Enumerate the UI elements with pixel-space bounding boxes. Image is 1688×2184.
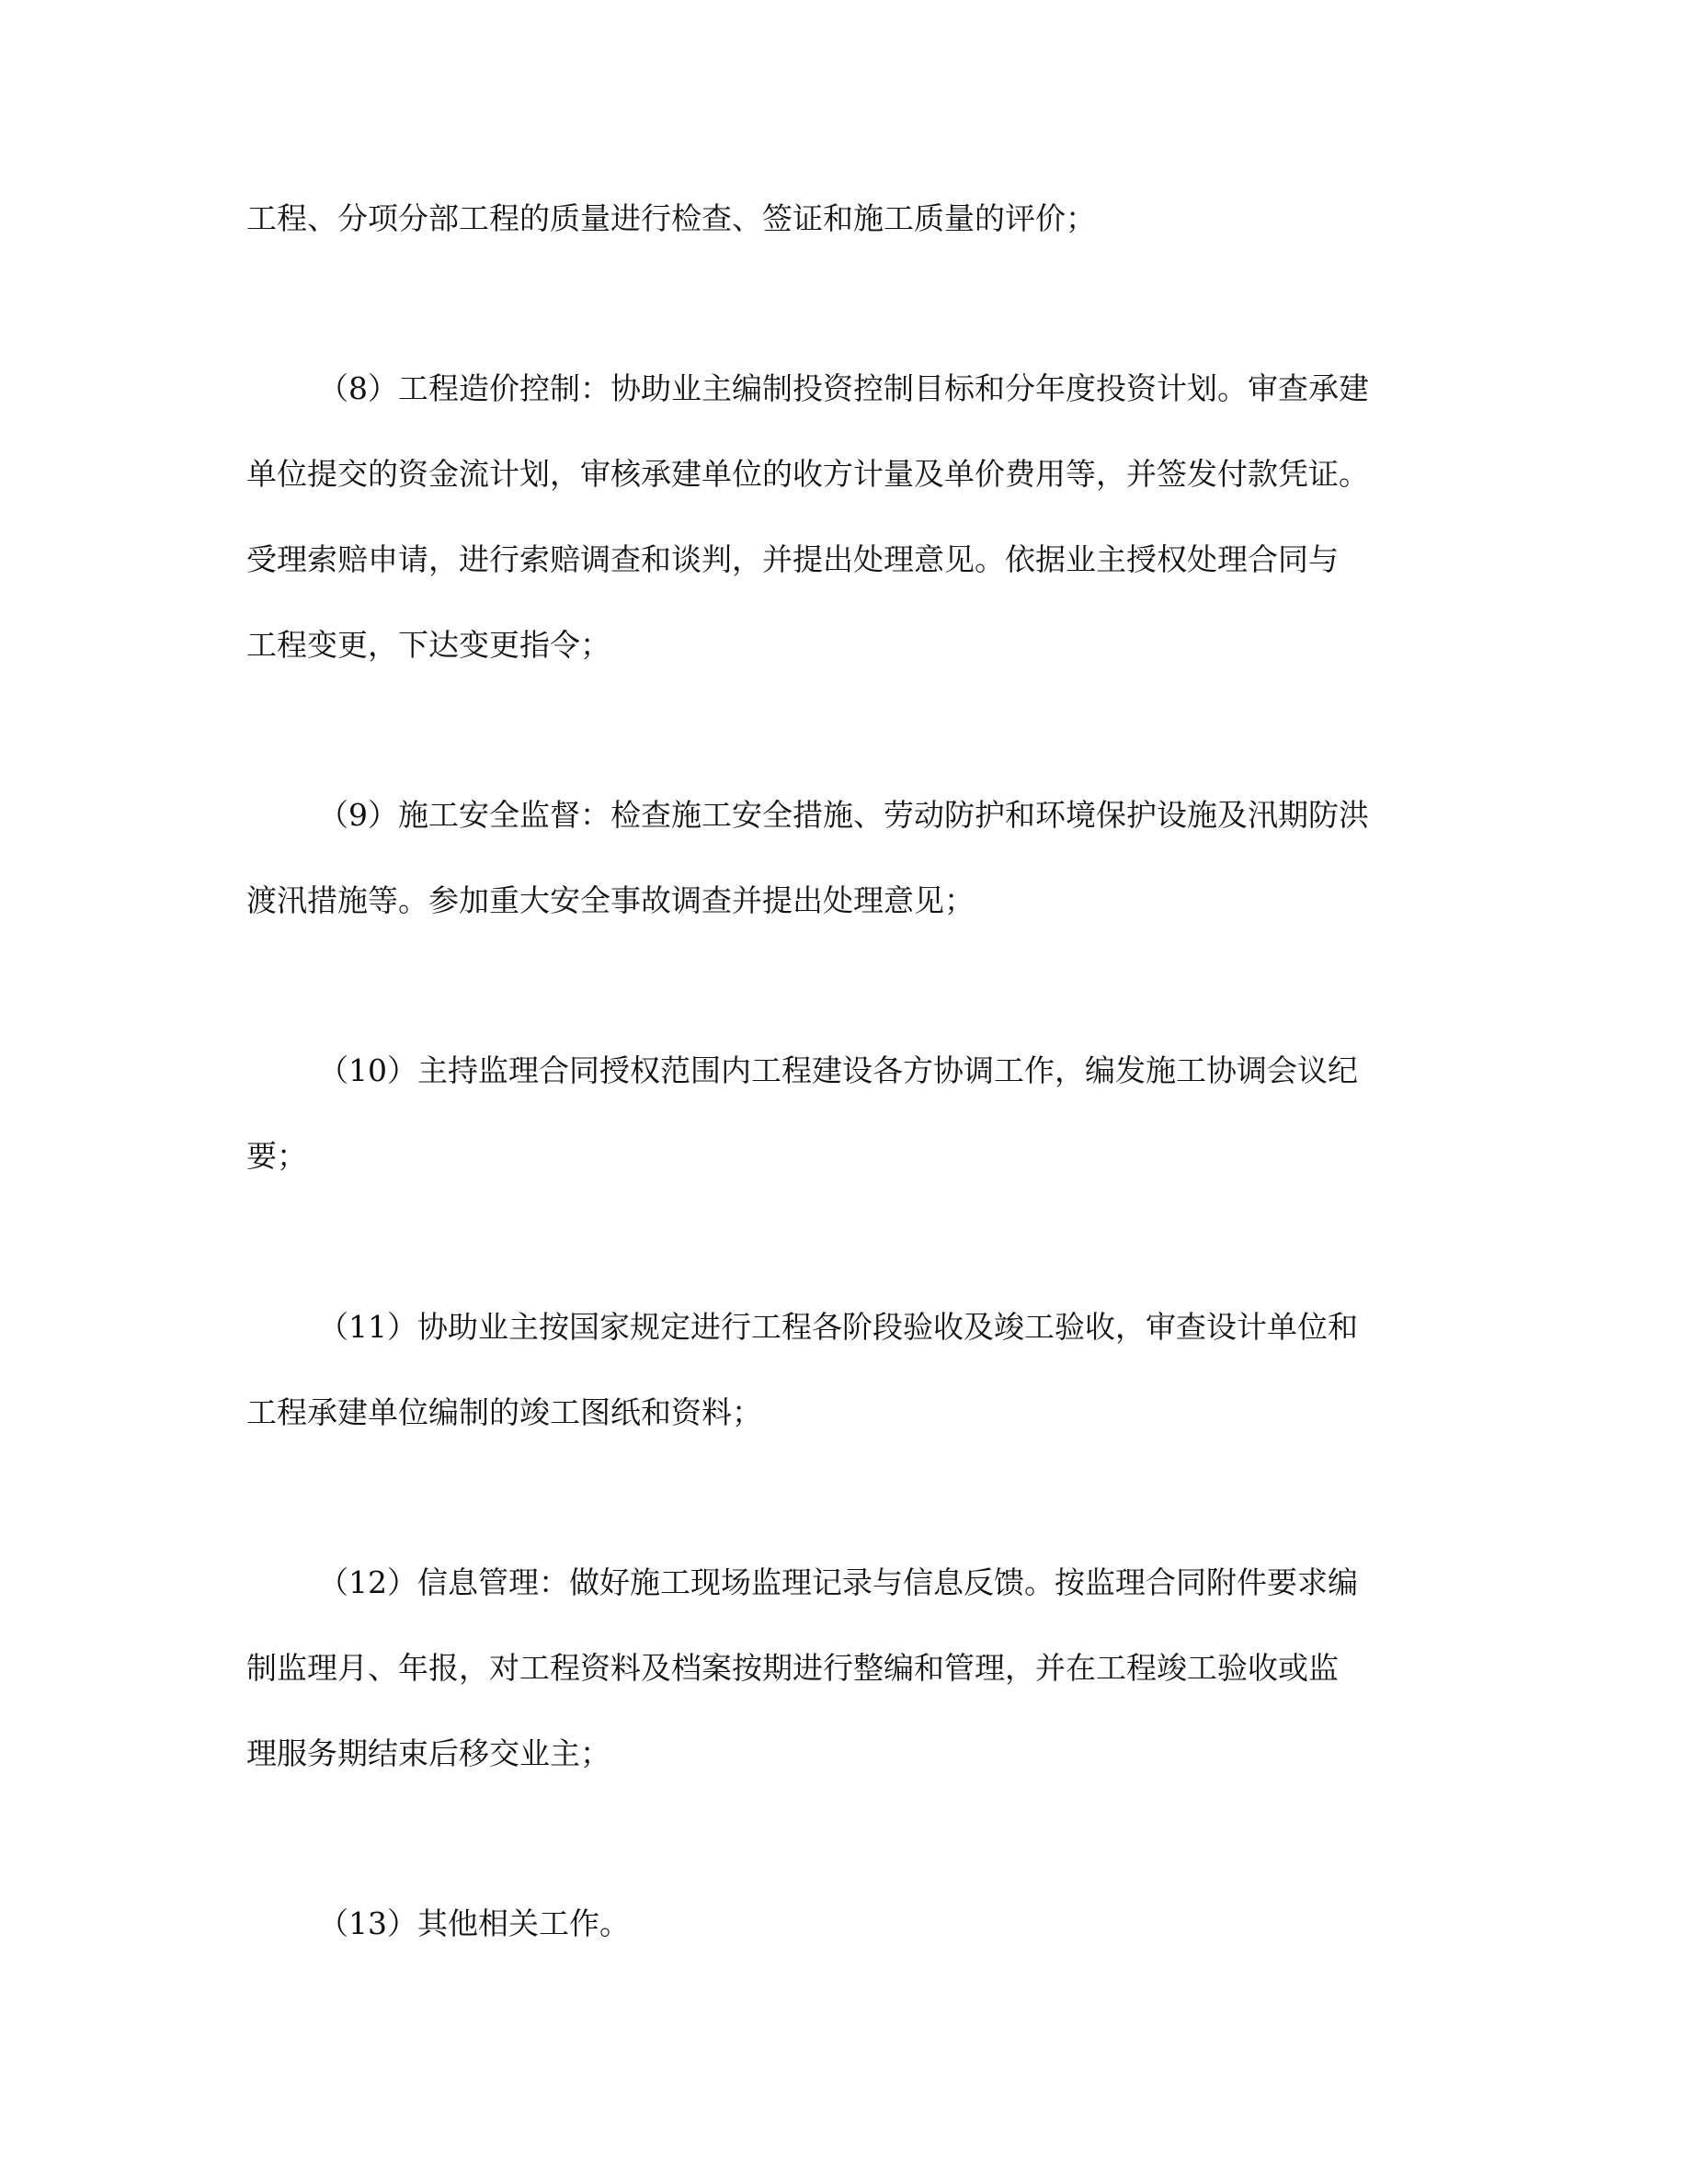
paragraph-8-line-4: 工程变更，下达变更指令； <box>246 627 610 663</box>
paragraph-13-line-1: （13）其他相关工作。 <box>318 1905 630 1941</box>
paragraph-10-line-2: 要； <box>246 1138 307 1174</box>
paragraph-9-line-2: 渡汛措施等。参加重大安全事故调查并提出处理意见； <box>246 882 975 918</box>
paragraph-7-line-continuation: 工程、分项分部工程的质量进行检查、签证和施工质量的评价； <box>246 200 1096 236</box>
paragraph-8-line-1: （8）工程造价控制：协助业主编制投资控制目标和分年度投资计划。审查承建 <box>318 370 1369 406</box>
paragraph-10-line-1: （10）主持监理合同授权范围内工程建设各方协调工作，编发施工协调会议纪 <box>318 1052 1358 1088</box>
paragraph-8-line-3: 受理索赔申请，进行索赔调查和谈判，并提出处理意见。依据业主授权处理合同与 <box>246 541 1339 577</box>
paragraph-12-line-1: （12）信息管理：做好施工现场监理记录与信息反馈。按监理合同附件要求编 <box>318 1564 1358 1600</box>
paragraph-11-line-2: 工程承建单位编制的竣工图纸和资料； <box>246 1394 762 1430</box>
paragraph-11-line-1: （11）协助业主按国家规定进行工程各阶段验收及竣工验收，审查设计单位和 <box>318 1309 1358 1345</box>
paragraph-9-line-1: （9）施工安全监督：检查施工安全措施、劳动防护和环境保护设施及汛期防洪 <box>318 797 1369 833</box>
paragraph-8-line-2: 单位提交的资金流计划，审核承建单位的收方计量及单价费用等，并签发付款凭证。 <box>246 456 1369 492</box>
paragraph-12-line-2: 制监理月、年报，对工程资料及档案按期进行整编和管理，并在工程竣工验收或监 <box>246 1650 1339 1686</box>
paragraph-12-line-3: 理服务期结束后移交业主； <box>246 1735 610 1771</box>
